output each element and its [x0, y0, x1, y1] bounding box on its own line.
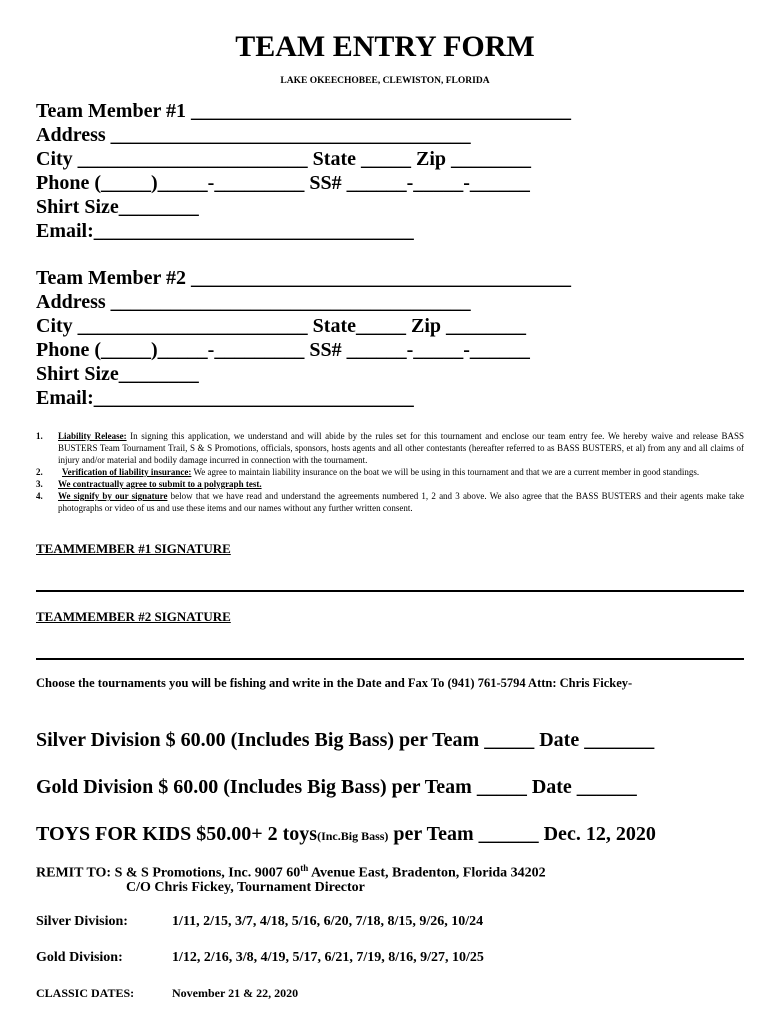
term-number: 4. [36, 491, 43, 501]
member1-email-field[interactable]: Email:________________________________ [36, 220, 414, 242]
member2-city-state-zip-field[interactable]: City _______________________ State_____ Zip ________ [36, 315, 526, 337]
gold-schedule-label: Gold Division: [36, 950, 123, 965]
form-title: TEAM ENTRY FORM [235, 30, 535, 63]
toys-date: per Team ______ Dec. 12, 2020 [388, 823, 656, 845]
member1-name-field[interactable]: Team Member #1 ______________________________________ [36, 100, 571, 122]
member2-address-field[interactable]: Address ____________________________________ [36, 291, 471, 313]
instructions-text: Choose the tournaments you will be fishing and write in the Date and Fax To (941) 761-5794 Attn: Chris Fickey- [36, 676, 633, 690]
silver-schedule-dates: 1/11, 2/15, 3/7, 4/18, 5/16, 6/20, 7/18, 8/15, 9/26, 10/24 [172, 914, 484, 929]
member2-phone-ssn-field[interactable]: Phone (_____)_____-_________ SS# ______-_____-______ [36, 339, 530, 361]
member2-name-field[interactable]: Team Member #2 ______________________________________ [36, 267, 571, 289]
toys-note: (Inc.Big Bass) [317, 829, 389, 843]
toys-for-kids-entry[interactable] [36, 823, 656, 846]
silver-division-entry[interactable]: Silver Division $ 60.00 (Includes Big Bass) per Team _____ Date _______ [36, 729, 655, 751]
remit-sup: th [300, 863, 309, 873]
member1-signature-label: TEAMMEMBER #1 SIGNATURE [36, 541, 231, 556]
gold-division-entry[interactable]: Gold Division $ 60.00 (Includes Big Bass) per Team _____ Date ______ [36, 776, 637, 798]
term-item: 2. Verification of liability insurance: We agree to maintain liability insurance on the boat we will be using in this tournament and that we are a current member in good standings. [36, 467, 700, 477]
term-item [36, 478, 744, 490]
term-text: We agree to maintain liability insurance on the boat we will be using in this tournament and that we are a current member in good standings. [191, 467, 700, 477]
member2-signature-line[interactable] [36, 658, 744, 660]
remit-contact: C/O Chris Fickey, Tournament Director [126, 880, 365, 895]
term-number: 1. [36, 431, 43, 441]
term-number: 3. [36, 479, 43, 489]
term-item [36, 490, 744, 514]
terms-list [36, 430, 744, 514]
member2-email-field[interactable]: Email:________________________________ [36, 387, 414, 409]
term-title: We contractually agree to submit to a polygraph test. [58, 479, 262, 489]
member1-address-field[interactable]: Address ____________________________________ [36, 124, 471, 146]
toys-label: TOYS FOR KIDS $50.00+ 2 toys [36, 823, 318, 845]
form-location: LAKE OKEECHOBEE, CLEWISTON, FLORIDA [280, 76, 490, 86]
term-text: In signing this application, we understand and will abide by the rules set for this tournament and enclose our team entry fee. We hereby waive and release BASS BUSTERS Team Tournament Trail, S & S Promotions, officials, sponsors, hosts agents and all other contestants (hereafter referred to as BASS BUSTERS, et al) from any and all claims of injury and/or material and bodily damage incurred in connection with the tournament. [58, 431, 744, 465]
remit-line1: REMIT TO: S & S Promotions, Inc. 9007 60 [36, 865, 301, 881]
member2-shirt-size-field[interactable]: Shirt Size________ [36, 363, 199, 385]
member1-shirt-size-field[interactable]: Shirt Size________ [36, 196, 199, 218]
member1-signature-line[interactable] [36, 590, 744, 592]
remit-line1-end: Avenue East, Bradenton, Florida 34202 [308, 865, 546, 881]
term-title: Verification of liability insurance: [62, 467, 192, 477]
member1-city-state-zip-field[interactable]: City _______________________ State _____ Zip ________ [36, 148, 531, 170]
member1-phone-ssn-field[interactable]: Phone (_____)_____-_________ SS# ______-_____-______ [36, 172, 530, 194]
gold-schedule-dates: 1/12, 2/16, 3/8, 4/19, 5/17, 6/21, 7/19, 8/16, 9/27, 10/25 [172, 950, 484, 965]
term-text: below that we have read and understand the agreements numbered 1, 2 and 3 above. We also agree that the BASS BUSTERS and their agents make take photographs or video of us and use these items and our names without any further written consent. [58, 491, 745, 513]
term-title: We signify by our signature [58, 491, 168, 501]
term-title: Liability Release: [58, 431, 127, 441]
classic-dates-label: CLASSIC DATES: [36, 986, 135, 1000]
term-item [36, 430, 744, 466]
classic-dates-value: November 21 & 22, 2020 [172, 986, 299, 1000]
member2-signature-label: TEAMMEMBER #2 SIGNATURE [36, 609, 231, 624]
silver-schedule-label: Silver Division: [36, 914, 128, 929]
